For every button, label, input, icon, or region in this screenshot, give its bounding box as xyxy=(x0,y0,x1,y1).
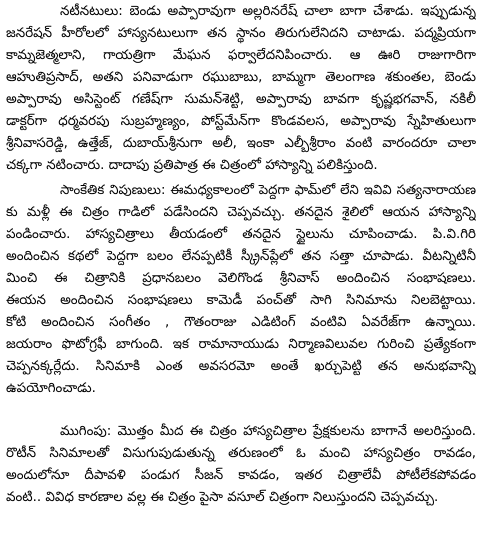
text-line: నటీనటులు: బెండు అప్పారావుగా అల్లరినరేష్ చాలా బాగా చేశాడు. ఇప్పుడున్న xyxy=(60,4,476,19)
text-line: చెప్పనక్కర్లేదు. సినిమాకి ఎంత అవసరమో అంతే ఖర్చుపెట్టి తన అనుభవాన్ని xyxy=(6,359,476,374)
text-line: పండించారు. హాస్యచిత్రాలు తీయడంలో తనదైన స్టైలును చూపించాడు. పి.వి.గిరి xyxy=(6,227,476,242)
text-line: అప్పారావు అసిస్టెంట్ గణేష్‌గా సుమన్‌శెట్టి, అప్పారావు బావగా కృష్ణభగవాన్, నకిలీ xyxy=(6,92,476,107)
text-line: మించి ఈ చిత్రానికి ప్రధానబలం వెలిగొండ శ్రీనివాస్ అందించిన సంభాషణలు. xyxy=(6,271,476,286)
text-line: డాక్టర్‌గా ధర్మవరపు సుబ్రహ్మణ్యం, పోస్ట్‌మేన్‌గా కొండవలస, అప్పారావు స్నేహితులుగా xyxy=(6,114,476,129)
text-line: వంటి.. వివిధ కారణాల వల్ల ఈ చిత్రం పైసా వసూల్ చిత్రంగా నిలుస్తుందని చెప్పవచ్చు. xyxy=(6,490,439,505)
text-line: చక్కగా నటించారు. దాదాపు ప్రతిపాత్ర ఈ చిత్రంలో హాస్యాన్ని పలికిస్తుంది. xyxy=(6,158,378,173)
text-line: సాంకేతిక నిపుణులు: ఈమధ్యకాలంలో పెద్దగా ఫామ్‌లో లేని ఇవివి సత్యనారాయణ xyxy=(60,183,476,198)
text-line: ఉపయోగించాడు. xyxy=(6,381,96,396)
text-line: రొటీన్ సినిమాలతో విసుగుపుడుతున్న తరుణంలో ఓ మంచి హాస్యచిత్రం రావడం, xyxy=(6,446,476,461)
text-line: ముగింపు: మొత్తం మీద ఈ చిత్రం హాస్యచిత్రాల ప్రేక్షకులను బాగానే అలరిస్తుంది. xyxy=(60,424,476,439)
text-line: జయరాం ఫొటోగ్రఫీ బాగుంది. ఇక రామానాయుడు నిర్మాణవిలువల గురించి ప్రత్యేకంగా xyxy=(6,337,476,352)
text-line: కామ్నజెత్మలాని, గాయత్రిగా మేఘన ఫర్వాలేదనిపించారు. ఆ ఊరి రాజుగారిగా xyxy=(6,48,476,63)
text-line: కు మళ్లీ ఈ చిత్రం గాడిలో పడేసిందని చెప్పవచ్చు. తనదైన శైలిలో ఆయన హాస్యాన్ని xyxy=(6,205,476,220)
text-line: జనరేషన్ హీరోలలో హాస్యనటులుగా తన స్థానం తిరుగులేనిదని చాటాడు. పద్మప్రియగా xyxy=(6,26,476,41)
text-line: కోటి అందించిన సంగీతం , గౌతంరాజు ఎడిటింగ్ వంటివి ఏవరేజ్‌గా ఉన్నాయి. xyxy=(6,315,476,330)
text-line: శ్రీనివాసరెడ్డి, ఉత్తేజ్, దుబాయ్‌శ్రీనుగా అలీ, ఇంకా ఎల్బీశ్రీరాం వంటి వారందరూ చాలా xyxy=(6,136,476,151)
text-line: అందించిన కథలో పెద్దగా బలం లేనప్పటికీ స్క్రీన్‌ప్లేలో తన సత్తా చూపాడు. వీటన్నిటినీ xyxy=(6,249,476,264)
text-line: ఈయన అందించిన సంభాషణలు కామెడీ పంచ్‌తో సాగి సినిమాను నిలబెట్టాయి. xyxy=(6,293,476,308)
text-line: అందులోనూ దీపావళి పండుగ సీజన్ కావడం, ఇతర చిత్రాలేవీ పోటీలేకపోవడం xyxy=(6,468,476,483)
text-line: ఆహుతిప్రసాద్, అతని పనివాడుగా రఘుబాబు, బామ్మగా తెలంగాణ శకుంతల, బెండు xyxy=(6,70,476,85)
